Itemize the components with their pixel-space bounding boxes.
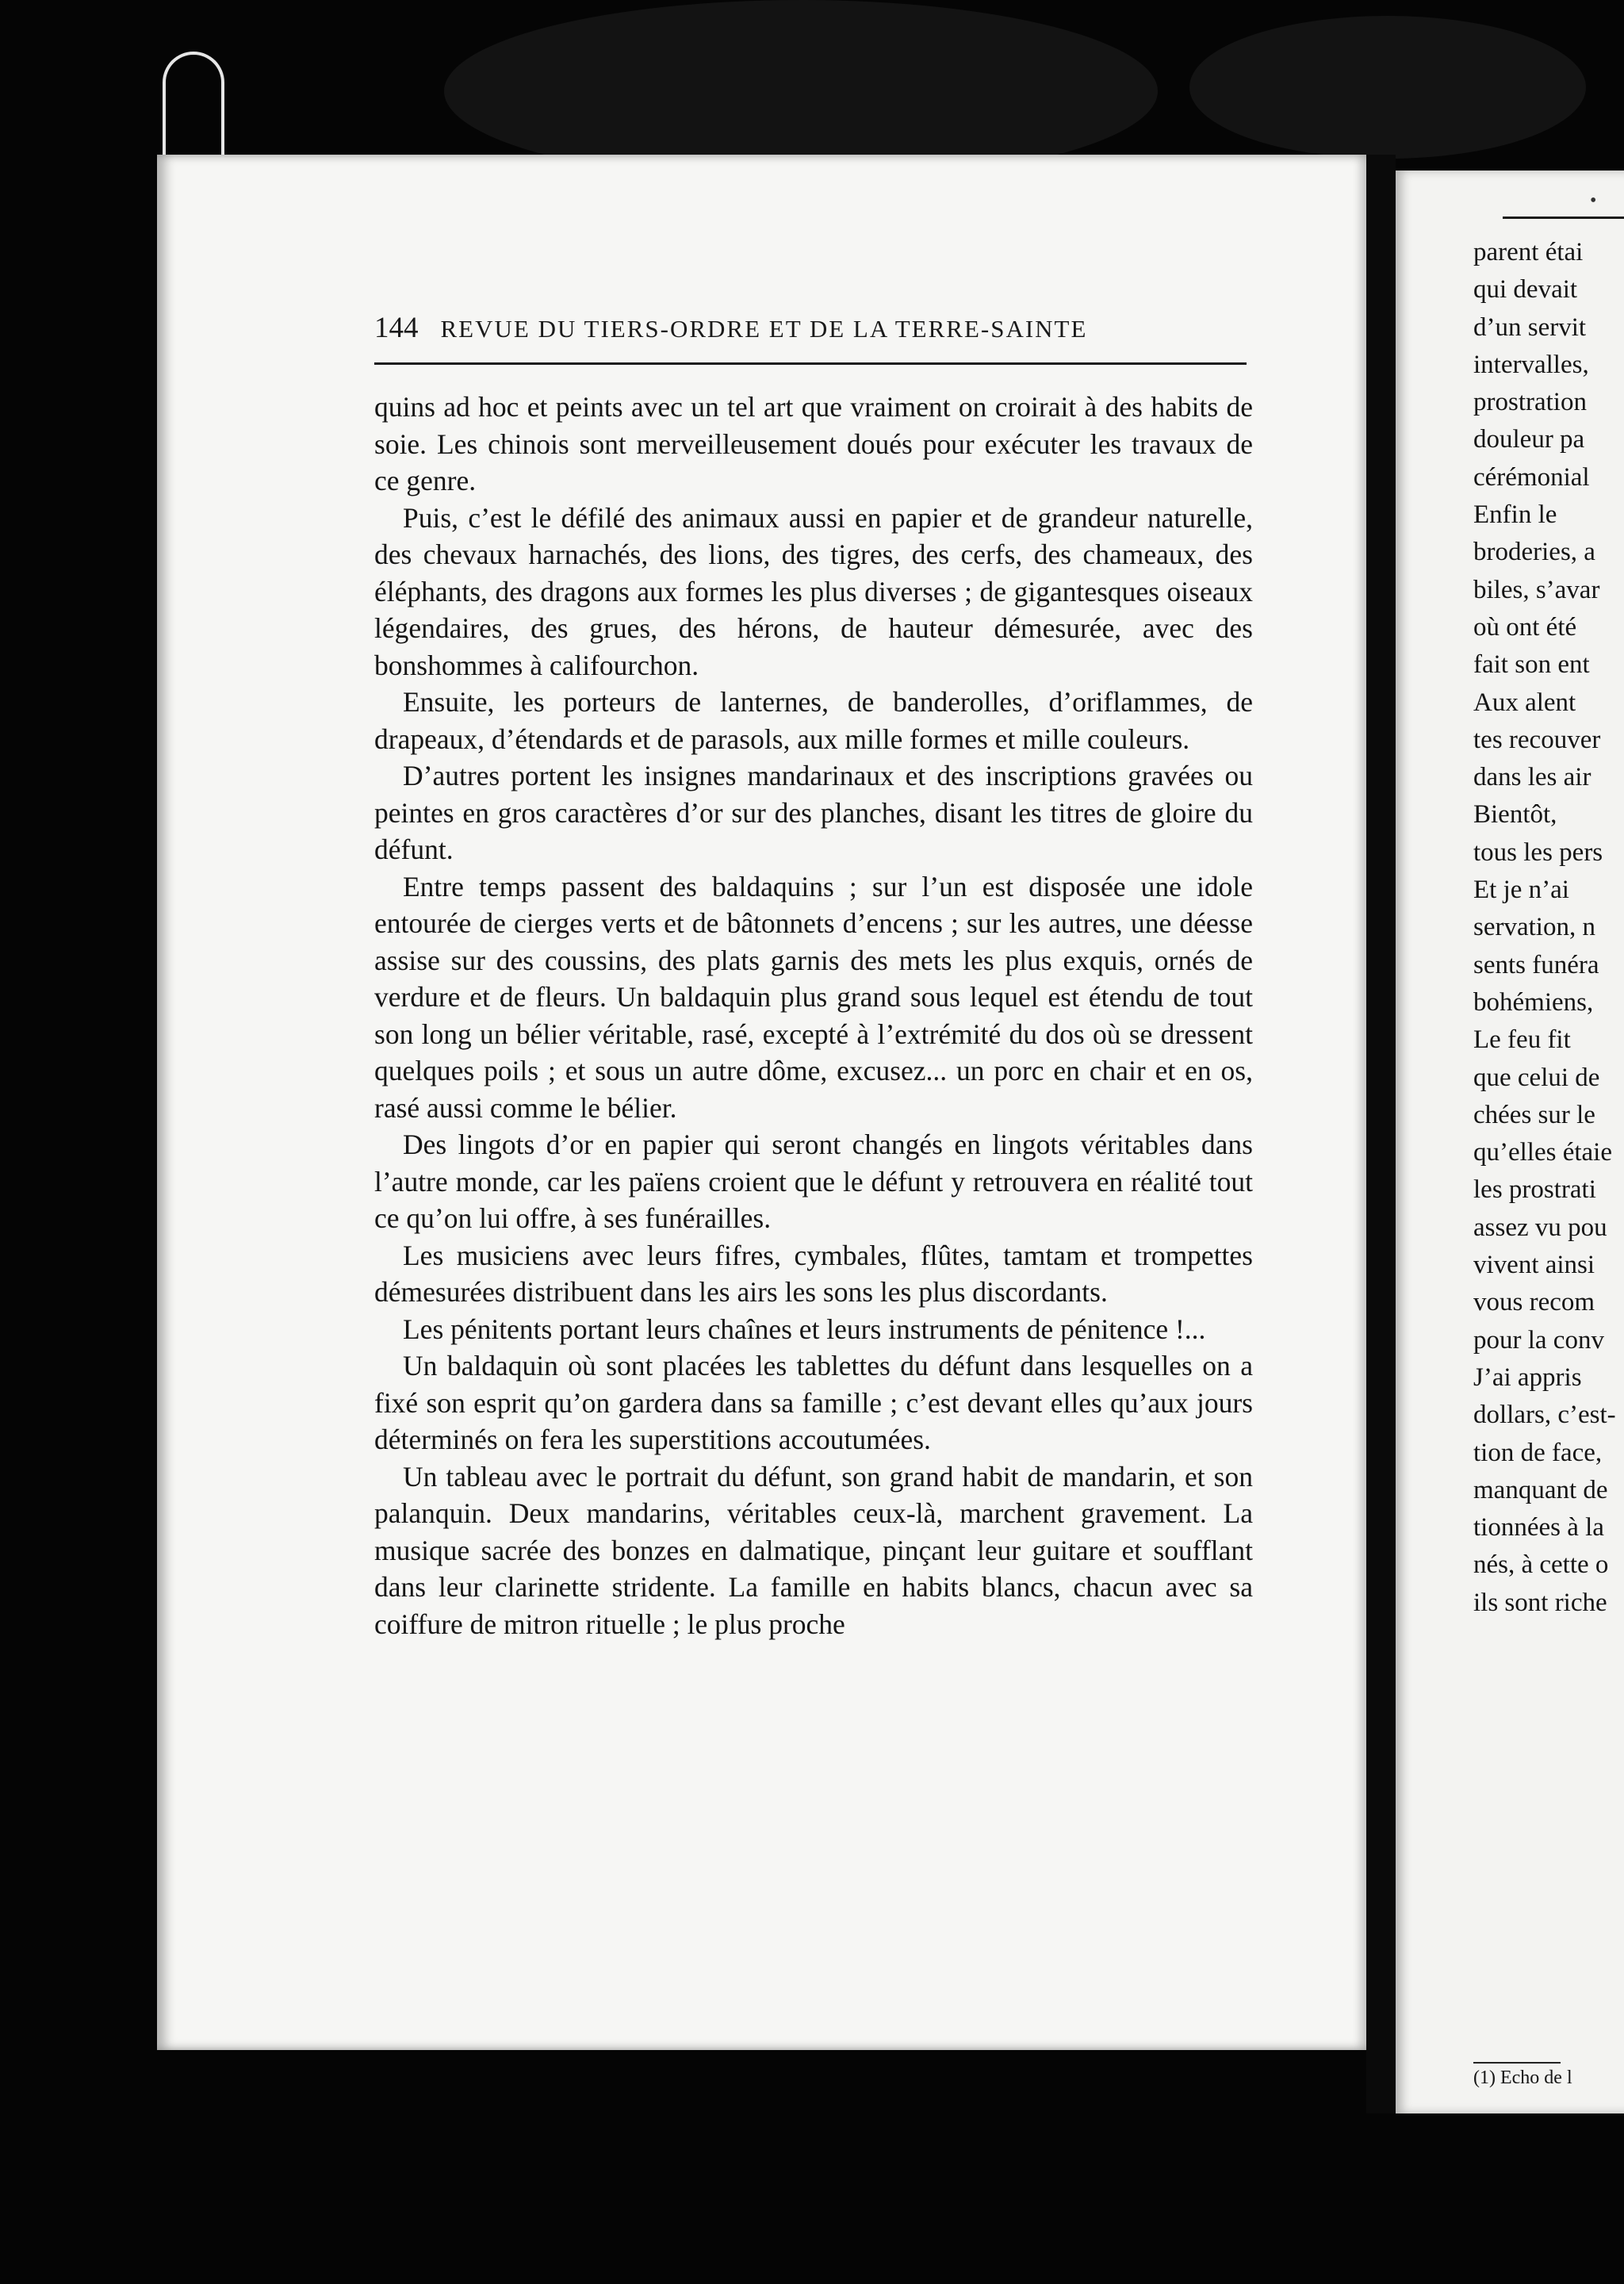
text-line: Bientôt, [1473, 800, 1557, 830]
right-page-text [1473, 234, 1624, 1622]
background-mottle [1189, 16, 1586, 159]
paragraph: Les musiciens avec leurs fifres, cymbales, flûtes, tamtam et trompettes démesurées distribuent dans les airs les sons les plus discordants. [374, 1239, 1253, 1308]
paragraph: Entre temps passent des baldaquins ; sur l’un est disposée une idole entourée de cierges verts et de bâtonnets d’encens ; sur les autres, une déesse assise sur des coussins, des plats garnis des mets les plus exquis, ornés de verdure et de fleurs. Un baldaquin plus grand sous lequel est étendu de tout son long un bélier véritable, rasé, excepté à l’extrémité du dos où se dressent quelques poils ; et sous un autre dôme, excusez... un porc en chair et en os, rasé aussi comme le bélier. [374, 870, 1253, 1124]
text-line: manquant de [1473, 1475, 1608, 1504]
text-line: vous recom [1473, 1288, 1595, 1317]
text-line: parent étai [1473, 238, 1584, 266]
running-head-title: REVUE DU TIERS-ORDRE ET DE LA TERRE-SAINTE [440, 315, 1088, 343]
text-line: Le feu fit [1473, 1025, 1571, 1055]
text-line: ils sont riche [1473, 1588, 1607, 1617]
header-rule [1503, 217, 1624, 219]
text-line: sents funéra [1473, 950, 1599, 979]
paragraph: Des lingots d’or en papier qui seront changés en lingots véritables dans l’autre monde, car les païens croient que le défunt y retrouvera en réalité tout ce qu’on lui offre, à ses funérailles. [374, 1129, 1253, 1234]
text-line: servation, n [1473, 913, 1595, 942]
text-line: fait son ent [1473, 650, 1590, 680]
paragraph: Puis, c’est le défilé des animaux aussi en papier et de grandeur naturelle, des chevaux harnachés, des lions, des tigres, des cerfs, des chameaux, des éléphants, des dragons aux formes les plus diverses ; de gigantesques oiseaux légendaires, des grues, des hérons, de hauteur démesurée, avec des bonshommes à califourchon. [374, 501, 1253, 681]
text-line: Aux alent [1473, 688, 1576, 717]
running-head [374, 311, 1087, 345]
footnote: (1) Echo de l [1473, 2067, 1572, 2088]
text-line: dollars, c’est- [1473, 1401, 1616, 1430]
text-line: bohémiens, [1473, 987, 1594, 1017]
text-line: broderies, a [1473, 538, 1595, 567]
header-rule [374, 362, 1247, 365]
text-line: Enfin le [1473, 500, 1557, 530]
paragraph: quins ad hoc et peints avec un tel art que vraiment on croirait à des habits de soie. Les chinois sont merveilleusement doués pour exécuter les travaux de ce genre. [374, 391, 1253, 496]
text-line: tion de face, [1473, 1438, 1603, 1467]
text-line: J’ai appris [1473, 1362, 1582, 1392]
paragraph: D’autres portent les insignes mandarinaux et des inscriptions gravées ou peintes en gros caractères d’or sur des planches, disant les titres de gloire du défunt. [374, 760, 1253, 865]
paragraph: Un tableau avec le portrait du défunt, son grand habit de mandarin, et son palanquin. Deux mandarins, véritables ceux-là, marchent gravement. La musique sacrée des bonzes en dalmatique, pinçant leur guitare et soufflant dans leur clarinette stridente. La famille en habits blancs, chacun avec sa coiffure de mitron rituelle ; le plus proche [374, 1460, 1253, 1640]
text-line: qu’elles étaie [1473, 1138, 1612, 1167]
paragraph: Un baldaquin où sont placées les tablettes du défunt dans lesquelles on a fixé son esprit qu’on gardera dans sa famille ; c’est devant elles qu’aux jours déterminés on fera les superstitions accoutumées. [374, 1350, 1253, 1455]
text-line: cérémonial [1473, 462, 1590, 492]
page-number: 144 [374, 312, 419, 344]
text-line: dans les air [1473, 763, 1591, 792]
right-page [1396, 171, 1624, 2113]
paragraph: Les pénitents portant leurs chaînes et leurs instruments de pénitence !... [403, 1313, 1206, 1345]
text-line: pour la conv [1473, 1325, 1604, 1355]
text-line: douleur pa [1473, 425, 1585, 454]
text-line: tionnées à la [1473, 1513, 1604, 1542]
body-text [374, 389, 1253, 1642]
text-line: chées sur le [1473, 1100, 1595, 1129]
text-line: vivent ainsi [1473, 1251, 1595, 1280]
text-line: prostration [1473, 388, 1587, 417]
text-line: Et je n’ai [1473, 876, 1569, 905]
text-line: intervalles, [1473, 350, 1589, 379]
text-line: qui devait [1473, 275, 1578, 305]
text-line: nés, à cette o [1473, 1550, 1609, 1580]
paragraph: Ensuite, les porteurs de lanternes, de banderolles, d’oriflammes, de drapeaux, d’étendards et de parasols, aux mille formes et mille couleurs. [374, 686, 1253, 755]
text-line: tes recouver [1473, 725, 1601, 754]
text-line: que celui de [1473, 1063, 1600, 1092]
book-spine [1366, 155, 1396, 2113]
header-mark: • [1590, 190, 1597, 211]
text-line: d’un servit [1473, 312, 1587, 342]
text-line: biles, s’avar [1473, 575, 1600, 604]
text-line: où ont été [1473, 612, 1577, 642]
footnote-rule [1473, 2062, 1561, 2064]
text-line: tous les pers [1473, 837, 1603, 867]
text-line: les prostrati [1473, 1175, 1596, 1205]
text-line: assez vu pou [1473, 1213, 1607, 1242]
